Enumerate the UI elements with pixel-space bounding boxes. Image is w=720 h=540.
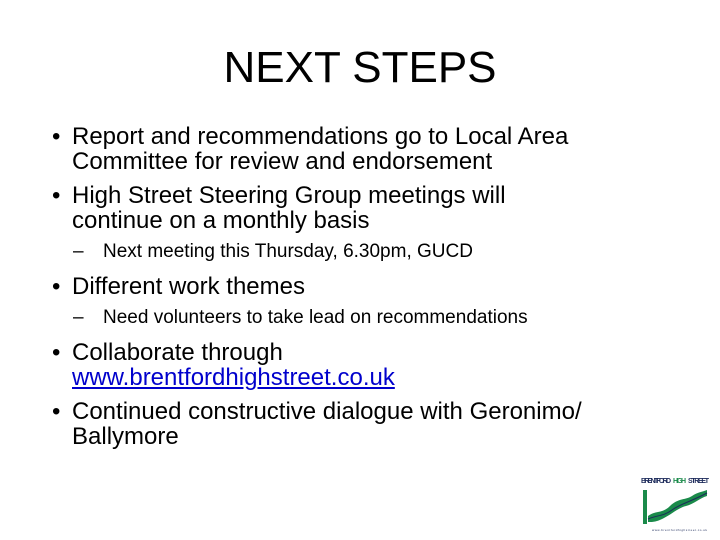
slide-title: NEXT STEPS <box>223 43 497 92</box>
bullet-item-steering-group <box>50 183 680 233</box>
bullet-text: Different work themes <box>72 273 305 300</box>
logo-tagline: www.brentfordhighstreet.co.uk <box>652 528 707 532</box>
website-link[interactable]: www.brentfordhighstreet.co.uk <box>72 364 395 391</box>
bullet-text-line: Committee for review and endorsement <box>72 148 493 175</box>
bullet-glyph: • <box>52 339 61 366</box>
brentford-high-street-logo <box>640 470 710 534</box>
sub-bullet-text: Need volunteers to take lead on recommendations <box>103 307 528 328</box>
bullet-text-line: Report and recommendations go to Local Area <box>72 123 569 150</box>
bullet-glyph: • <box>52 273 61 300</box>
bullet-item-collaborate <box>50 340 680 390</box>
bullet-item-report <box>50 124 680 174</box>
bullet-item-dialogue <box>50 399 680 449</box>
logo-word-high: HIGH <box>673 478 686 485</box>
bullet-glyph: • <box>52 123 61 150</box>
bullet-text-line: High Street Steering Group meetings will <box>72 182 506 209</box>
sub-bullet-volunteers <box>50 307 680 329</box>
sub-bullet-text: Next meeting this Thursday, 6.30pm, GUCD <box>103 241 473 262</box>
bullet-glyph: • <box>52 398 61 425</box>
bullet-item-work-themes <box>50 274 680 299</box>
dash-glyph: – <box>73 241 84 262</box>
bullet-glyph: • <box>52 182 61 209</box>
dash-glyph: – <box>73 307 84 328</box>
bullet-text-line: continue on a monthly basis <box>72 207 370 234</box>
logo-word-street: STREET <box>688 478 709 485</box>
logo-left-bar <box>643 490 647 524</box>
logo-word-brentford: BRENTFORD <box>641 478 671 485</box>
bullet-text-line: Ballymore <box>72 423 179 450</box>
bullet-text: Collaborate through <box>72 339 283 366</box>
sub-bullet-next-meeting <box>50 241 680 263</box>
bullet-list <box>50 124 680 458</box>
bullet-text-line: Continued constructive dialogue with Geronimo/ <box>72 398 582 425</box>
